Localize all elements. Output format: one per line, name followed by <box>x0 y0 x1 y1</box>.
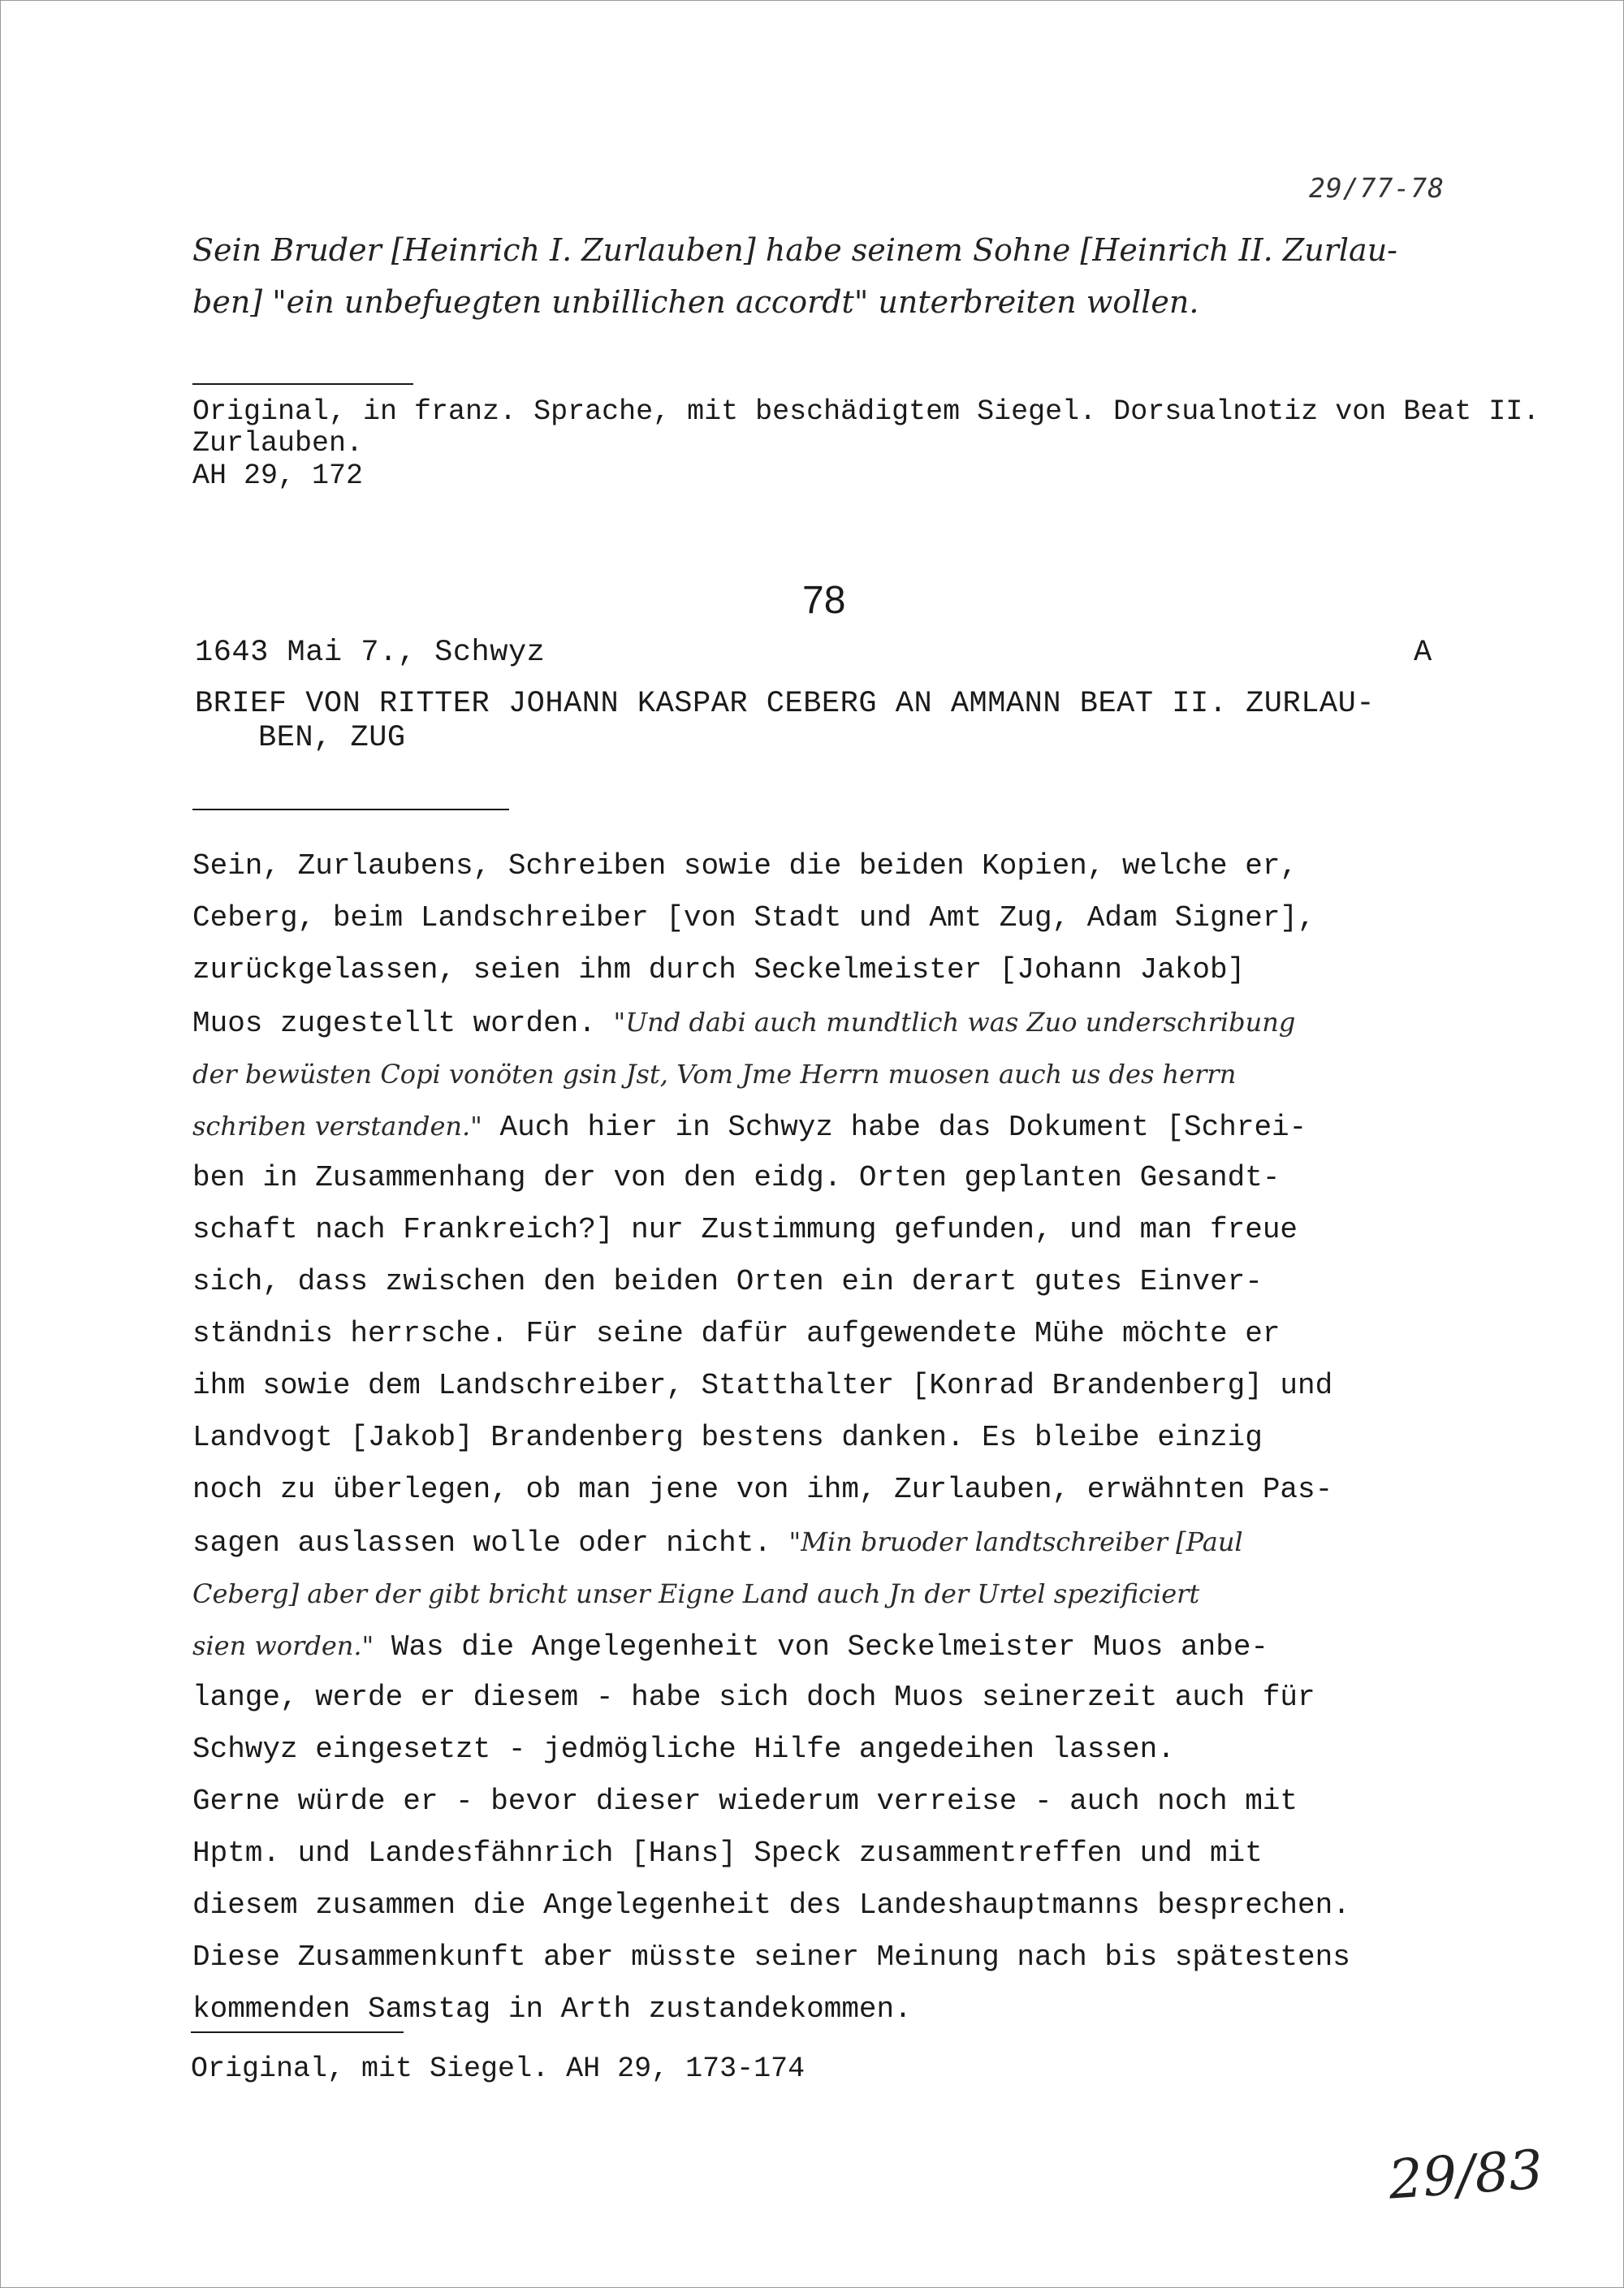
body-text: Muos zugestellt worden. <box>192 1007 614 1040</box>
folio-handwritten: 29/83 <box>1386 2138 1545 2212</box>
body-line: ben in Zusammenhang der von den eidg. Orten geplanten Gesandt- <box>192 1161 1281 1194</box>
body-line: Hptm. und Landesfähnrich [Hans] Speck zusammentreffen und mit <box>192 1837 1263 1870</box>
entry-heading-line-1: BRIEF VON RITTER JOHANN KASPAR CEBERG AN AMMANN BEAT II. ZURLAU- <box>195 687 1376 721</box>
entry-type-code: A <box>1414 636 1432 670</box>
body-line: Sein, Zurlaubens, Schreiben sowie die beiden Kopien, welche er, <box>192 849 1298 883</box>
quote-text: "Min bruoder landtschreiber [Paul <box>788 1526 1243 1557</box>
body-line <box>192 1620 1492 1672</box>
source-note-line-2: Zurlauben. <box>192 427 364 460</box>
body-line: zurückgelassen, seien ihm durch Seckelmeister [Johann Jakob] <box>192 953 1246 986</box>
quote-text: sien worden." <box>192 1630 374 1661</box>
body-line <box>192 1516 1492 1568</box>
page-reference: 29/77-78 <box>1309 172 1445 204</box>
body-line <box>192 1100 1492 1152</box>
entry-number: 78 <box>802 579 846 622</box>
quote-line: der bewüsten Copi vonöten gsin Jst, Vom Jme Herrn muosen auch us des herrn <box>192 1059 1237 1090</box>
body-line: Gerne würde er - bevor dieser wiederum verreise - auch noch mit <box>192 1785 1298 1818</box>
body-line: lange, werde er diesem - habe sich doch Muos seinerzeit auch für <box>192 1681 1315 1714</box>
body-line: schaft nach Frankreich?] nur Zustimmung gefunden, und man freue <box>192 1213 1298 1246</box>
body-line: kommenden Samstag in Arth zustandekommen. <box>192 1992 912 2026</box>
footnote-rule <box>191 2031 404 2033</box>
body-line <box>192 996 1492 1048</box>
body-line: sich, dass zwischen den beiden Orten ein derart gutes Einver- <box>192 1265 1263 1298</box>
body-line: Ceberg, beim Landschreiber [von Stadt und Amt Zug, Adam Signer], <box>192 901 1315 935</box>
entry-date-place: 1643 Mai 7., Schwyz <box>195 636 546 670</box>
handwritten-line-2: ben] "ein unbefuegten unbillichen accordt" unterbreiten wollen. <box>192 284 1199 320</box>
body-line: Landvogt [Jakob] Brandenberg bestens danken. Es bleibe einzig <box>192 1421 1263 1454</box>
body-line: ihm sowie dem Landschreiber, Statthalter [Konrad Brandenberg] und <box>192 1369 1333 1402</box>
body-line: noch zu überlegen, ob man jene von ihm, Zurlauben, erwähnten Pas- <box>192 1473 1333 1506</box>
footnote-rule <box>192 383 413 385</box>
body-text: Auch hier in Schwyz habe das Dokument [Schrei- <box>482 1111 1307 1144</box>
entry-heading-line-2: BEN, ZUG <box>258 721 406 755</box>
quote-text: "Und dabi auch mundtlich was Zuo underschribung <box>613 1007 1296 1038</box>
handwritten-line-1: Sein Bruder [Heinrich I. Zurlauben] habe seinem Sohne [Heinrich II. Zurlau- <box>192 232 1398 268</box>
body-line: Schwyz eingesetzt - jedmögliche Hilfe angedeihen lassen. <box>192 1733 1175 1766</box>
heading-rule <box>192 809 509 810</box>
entry-body <box>192 840 1492 2035</box>
quote-text: schriben verstanden." <box>192 1111 482 1142</box>
quote-line: Ceberg] aber der gibt bricht unser Eigne Land auch Jn der Urtel spezificiert <box>192 1578 1200 1609</box>
entry-source-note: Original, mit Siegel. AH 29, 173-174 <box>191 2053 806 2085</box>
body-text: sagen auslassen wolle oder nicht. <box>192 1526 789 1560</box>
body-text: Was die Angelegenheit von Seckelmeister Muos anbe- <box>374 1630 1269 1664</box>
source-note-line-1: Original, in franz. Sprache, mit beschädigtem Siegel. Dorsualnotiz von Beat II. <box>192 395 1540 428</box>
body-line: diesem zusammen die Angelegenheit des Landeshauptmanns besprechen. <box>192 1889 1350 1922</box>
body-line: ständnis herrsche. Für seine dafür aufgewendete Mühe möchte er <box>192 1317 1281 1350</box>
body-line: Diese Zusammenkunft aber müsste seiner Meinung nach bis spätestens <box>192 1940 1350 1974</box>
source-note-line-3: AH 29, 172 <box>192 460 364 492</box>
